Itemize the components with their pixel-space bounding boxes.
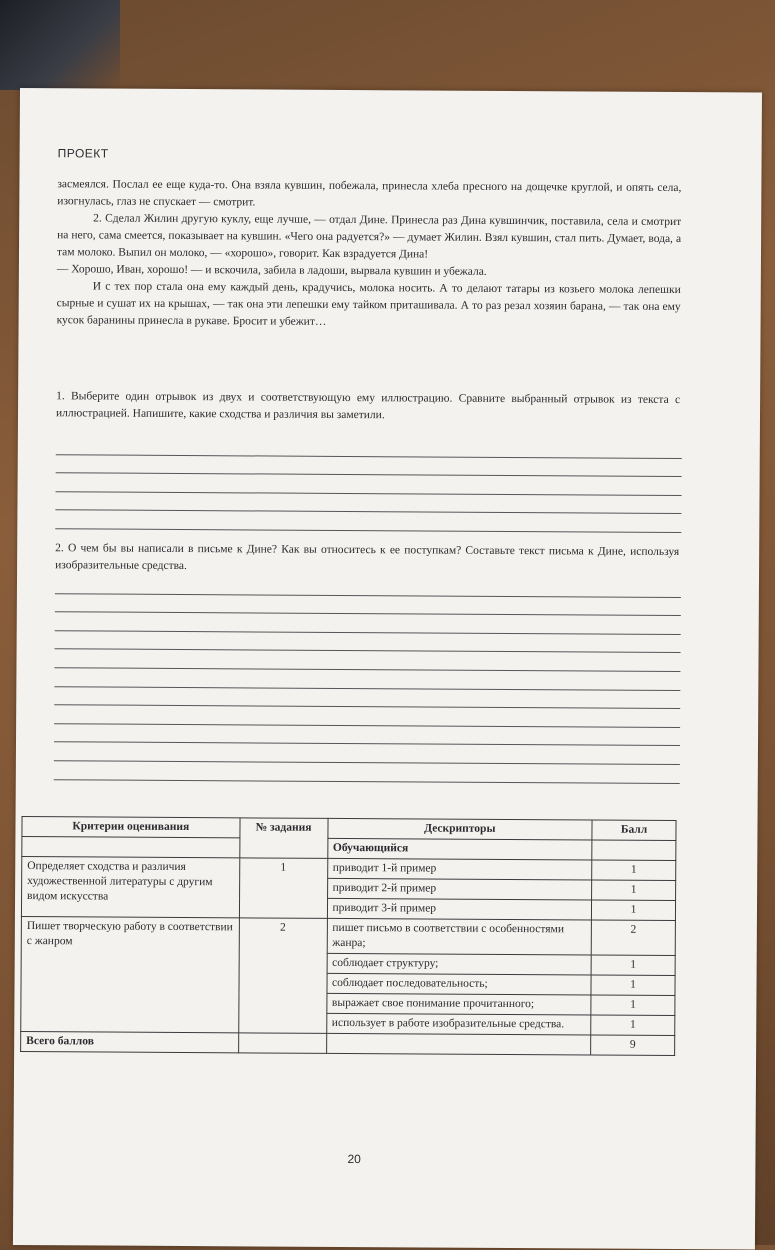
story-paragraph-2: 2. Сделал Жилин другую куклу, еще лучше, — отдал Дине. Принесла раз Дина кувшинчик, поставила, села и смотрит на него, сама смеется, показывает на кувшин. «Чего она радуется?» — думает Жилин. Взял кувшин, стал пить. Думает, вода, а там молоко. Выпил он молоко, — «хорошо», говорит. Как взрадуется Дина! (56, 212, 682, 261)
score: 1 (591, 955, 675, 976)
story-paragraph-4: И с тех пор стала она ему каждый день, крадучись, молока носить. А то делают татары из козьего молока лепешки сырные и сушат их на крышах, — так она эти лепешки ему тайком приташивала. А то раз резал хозяин барана, — так она ему кусок баранины принесла в рукаве. Бросит и убежит… (56, 280, 681, 328)
score: 1 (592, 900, 676, 921)
header-criteria: Критерии оценивания (22, 817, 240, 838)
score: 1 (591, 975, 675, 996)
score: 1 (592, 860, 676, 881)
header-student: Обучающийся (327, 838, 592, 860)
descriptor: использует в работе изобразительные средства. (326, 1013, 591, 1035)
task-number-1: 1 (239, 858, 327, 919)
descriptor: приводит 3-й пример (327, 898, 592, 920)
descriptor: пишет письмо в соответствии с особенностями жанра; (327, 918, 592, 955)
answer-lines-task-1[interactable] (55, 436, 682, 533)
criterion-2: Пишет творческую работу в соответствии с жанром (21, 917, 239, 1033)
task-number-2: 2 (238, 918, 327, 1034)
score: 1 (591, 1015, 675, 1036)
answer-line[interactable] (55, 511, 681, 533)
task-2-prompt: 2. О чем бы вы написали в письме к Дине? Как вы относитесь к ее поступкам? Составьте текст письма к Дине, используя изобразительные средства. (55, 542, 680, 573)
criterion-1: Определяет сходства и различия художественной литературы с другим видом искусства (21, 857, 239, 918)
empty-cell (592, 840, 676, 861)
answer-line[interactable] (54, 761, 680, 783)
document-page (13, 88, 762, 1250)
desk-background-corner (0, 0, 120, 90)
table-row (22, 857, 676, 881)
assessment-criteria-table (20, 816, 676, 1056)
story-paragraph-1: засмеялся. Послал ее еще куда-то. Она взяла кувшин, побежала, принесла хлеба пресного на дощечке круглой, и опять села, изогнулась, глаз не спускает — смотрит. (57, 178, 682, 209)
descriptor: соблюдает структуру; (327, 953, 592, 975)
header-task-number: № задания (239, 818, 327, 859)
empty-cell (22, 837, 240, 858)
header-descriptors: Дескрипторы (327, 818, 592, 840)
table-row (21, 917, 675, 956)
total-row (21, 1032, 675, 1056)
empty-cell (238, 1033, 326, 1054)
page-number: 20 (347, 1152, 361, 1167)
story-paragraph-3: — Хорошо, Иван, хорошо! — и вскочила, забила в ладоши, вырвала кувшин и убежала. (56, 263, 487, 278)
descriptor: приводит 1-й пример (327, 858, 592, 880)
descriptor: приводит 2-й пример (327, 878, 592, 900)
task-1-prompt: 1. Выберите один отрывок из двух и соответствующую ему иллюстрацию. Сравните выбранный отрывок из текста с иллюстрацией. Напишите, какие сходства и различия вы заметили. (55, 390, 681, 422)
answer-lines-task-2[interactable] (54, 575, 681, 783)
descriptor: соблюдает последовательность; (327, 973, 592, 995)
descriptor: выражает свое понимание прочитанного; (326, 993, 591, 1015)
project-header: ПРОЕКТ (57, 146, 109, 161)
total-label: Всего баллов (21, 1032, 239, 1053)
header-score: Балл (592, 820, 676, 841)
score: 1 (592, 880, 676, 901)
score: 2 (591, 920, 675, 956)
story-excerpt (57, 176, 682, 333)
score: 1 (591, 995, 675, 1016)
total-score: 9 (591, 1035, 675, 1056)
empty-cell (326, 1033, 591, 1055)
